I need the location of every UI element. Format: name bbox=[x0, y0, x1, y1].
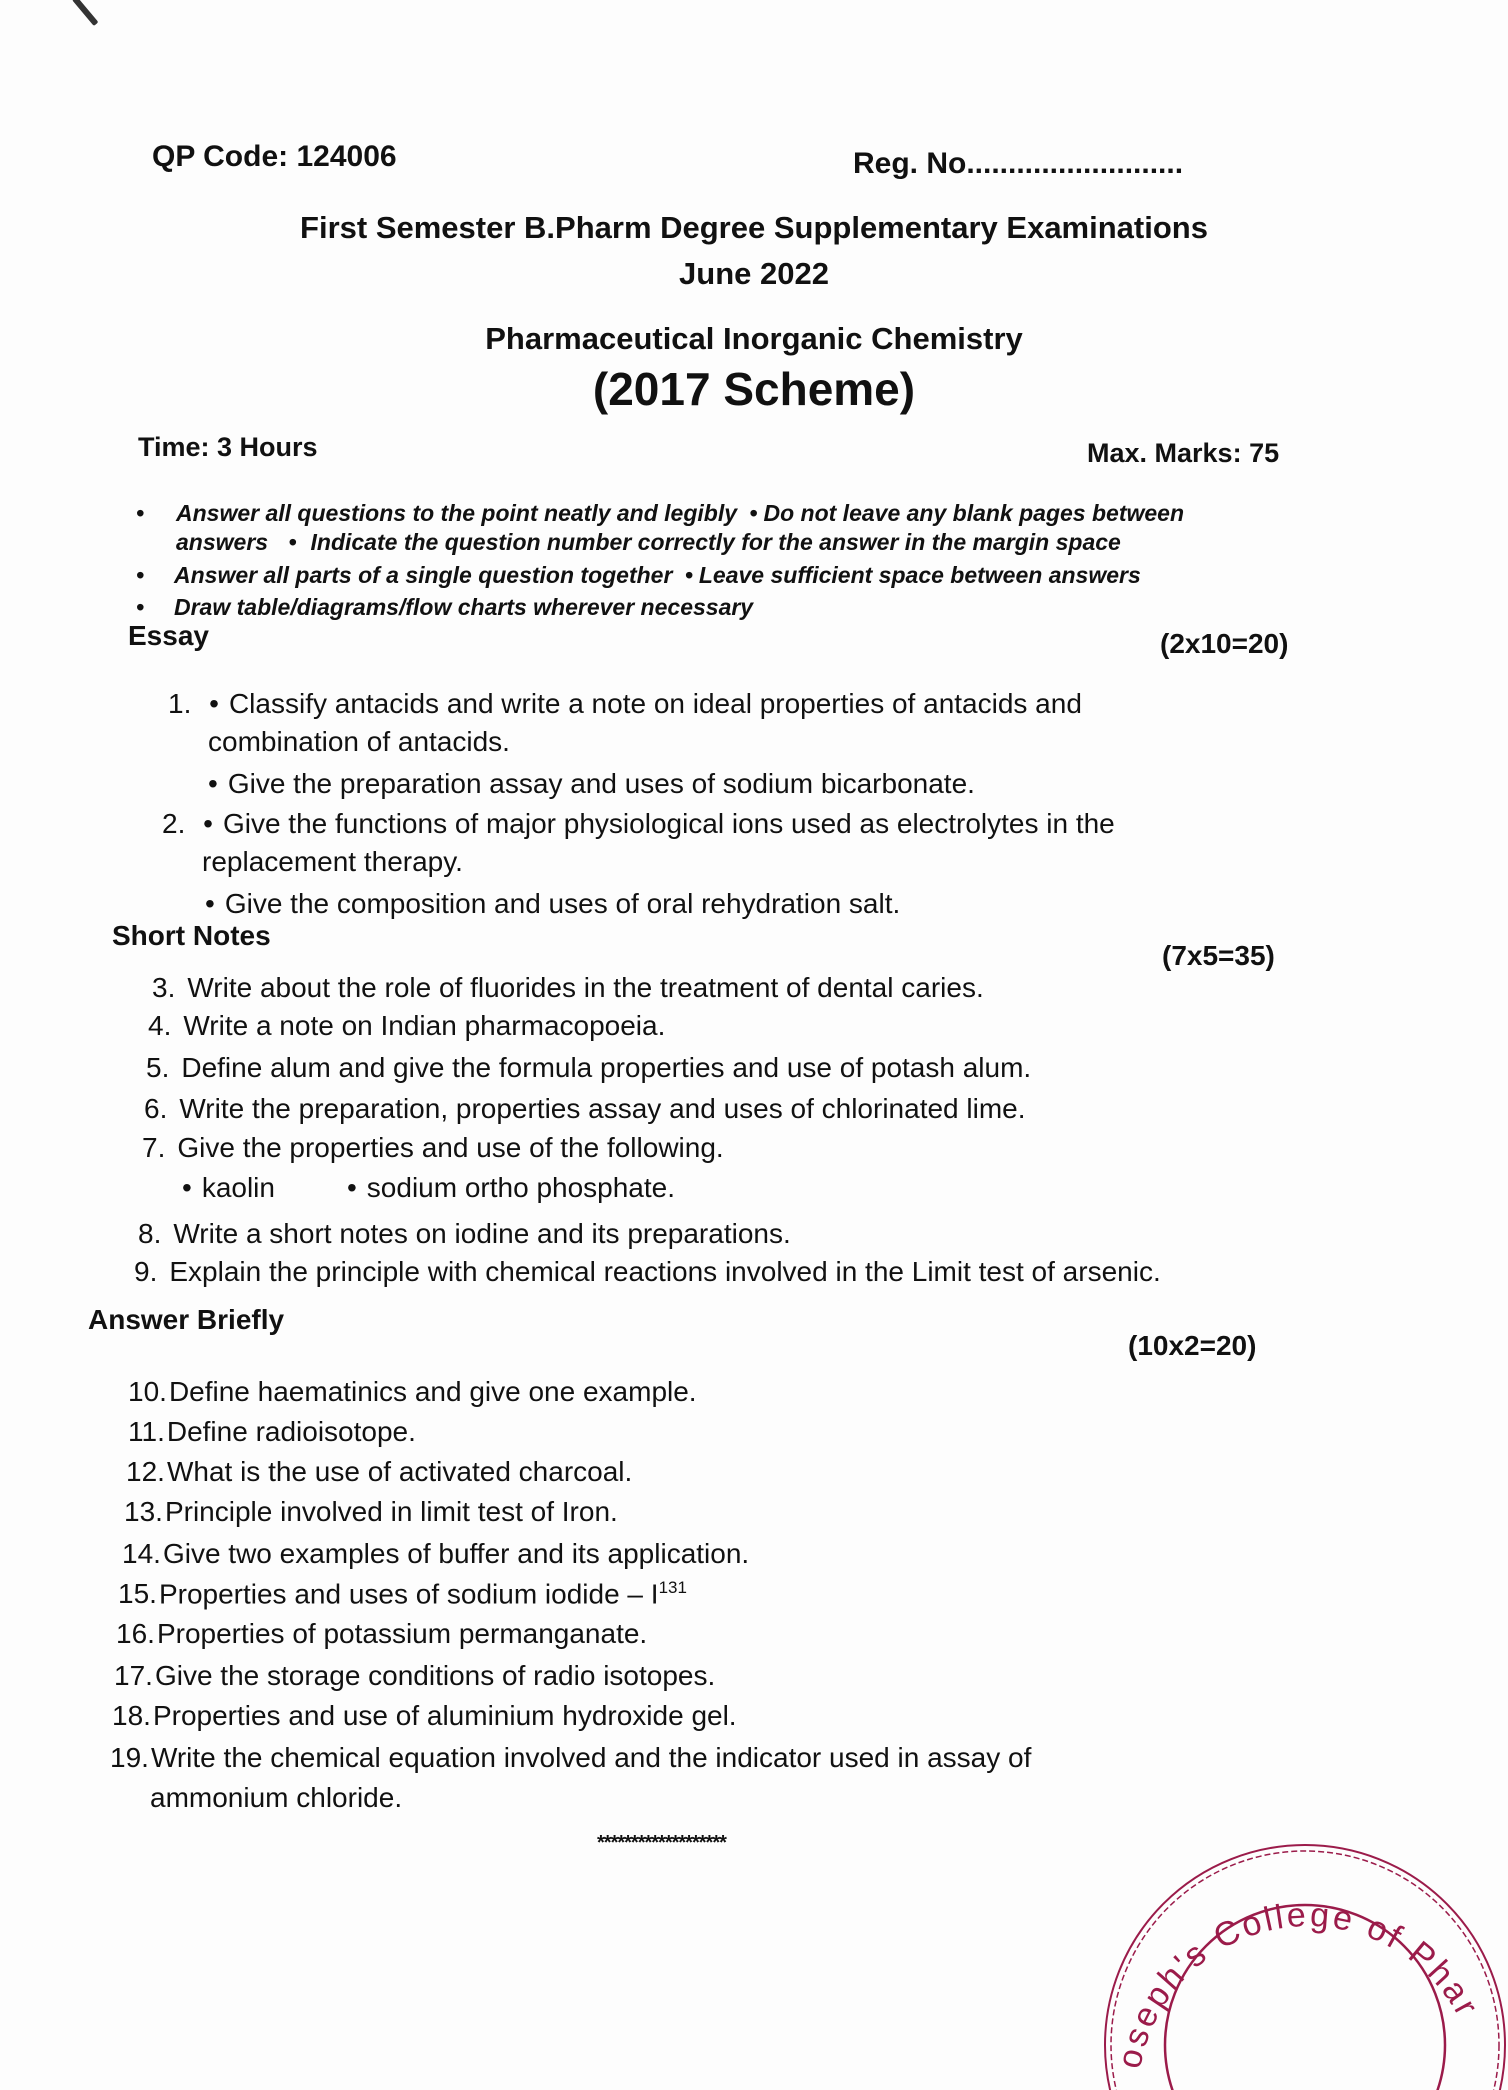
question-number: 19. bbox=[110, 1742, 149, 1773]
question-number: 5. bbox=[146, 1052, 170, 1083]
section-title-short-notes: Short Notes bbox=[112, 920, 271, 951]
question-number: 10. bbox=[128, 1376, 167, 1407]
question-text: Define haematinics and give one example. bbox=[168, 1376, 697, 1407]
instruction-text: Do not leave any blank pages between bbox=[763, 500, 1184, 526]
instruction-text: Leave sufficient space between answers bbox=[698, 562, 1141, 588]
question-5 bbox=[146, 1052, 1031, 1084]
bullet-icon: • bbox=[203, 808, 213, 839]
question-text-continued: ammonium chloride. bbox=[150, 1782, 403, 1813]
question-11 bbox=[128, 1416, 416, 1448]
bullet-icon: • bbox=[205, 888, 215, 919]
question-text: Define alum and give the formula properties and use of potash alum. bbox=[181, 1052, 1032, 1083]
question-text: Give the functions of major physiological ions used as electrolytes in the bbox=[222, 808, 1115, 839]
bullet-icon: • bbox=[288, 529, 297, 555]
question-number: 4. bbox=[148, 1010, 172, 1041]
section-title-essay: Essay bbox=[128, 620, 209, 651]
instruction-text: Draw table/diagrams/flow charts wherever necessary bbox=[174, 594, 754, 620]
question-number: 12. bbox=[126, 1456, 165, 1487]
superscript: 131 bbox=[658, 1578, 687, 1597]
question-text: Write about the role of fluorides in the treatment of dental caries. bbox=[187, 972, 984, 1003]
bullet-icon: • bbox=[136, 562, 145, 588]
question-number: 7. bbox=[142, 1132, 166, 1163]
instruction-text: Answer all parts of a single question together bbox=[174, 562, 673, 588]
question-18 bbox=[112, 1700, 737, 1732]
bullet-icon: • bbox=[208, 768, 218, 799]
question-9 bbox=[134, 1256, 1161, 1288]
question-3 bbox=[152, 972, 984, 1004]
question-number: 15. bbox=[118, 1578, 157, 1610]
question-text: Principle involved in limit test of Iron. bbox=[164, 1496, 618, 1527]
question-number: 8. bbox=[138, 1218, 162, 1249]
instruction-line bbox=[136, 594, 753, 621]
question-1 bbox=[168, 688, 1082, 720]
question-text: Give the preparation assay and uses of sodium bicarbonate. bbox=[227, 768, 975, 799]
bullet-icon: • bbox=[136, 500, 145, 526]
instruction-text: answers bbox=[176, 529, 269, 555]
question-19 bbox=[110, 1742, 1031, 1774]
question-10 bbox=[128, 1376, 697, 1408]
stamp-text: oseph's College of Phar bbox=[1110, 1895, 1487, 2072]
question-13 bbox=[124, 1496, 618, 1528]
question-number: 2. bbox=[162, 808, 186, 839]
max-marks: Max. Marks: 75 bbox=[1087, 438, 1280, 468]
bullet-icon: • bbox=[182, 1172, 192, 1203]
instruction-line bbox=[136, 500, 1184, 527]
exam-title: First Semester B.Pharm Degree Supplementary Examinations bbox=[300, 210, 1208, 245]
question-14 bbox=[122, 1538, 749, 1570]
question-text: Give two examples of buffer and its application. bbox=[162, 1538, 750, 1569]
question-number: 14. bbox=[122, 1538, 161, 1569]
question-12 bbox=[126, 1456, 632, 1488]
bullet-icon: • bbox=[346, 1172, 357, 1203]
question-text: What is the use of activated charcoal. bbox=[166, 1456, 633, 1487]
question-text: Explain the principle with chemical reactions involved in the Limit test of arsenic. bbox=[169, 1256, 1161, 1287]
time-allowed: Time: 3 Hours bbox=[138, 432, 318, 462]
instruction-line bbox=[136, 562, 1141, 589]
question-2 bbox=[162, 808, 1115, 840]
section-title-answer-briefly: Answer Briefly bbox=[88, 1304, 285, 1335]
question-number: 3. bbox=[152, 972, 176, 1003]
question-number: 11. bbox=[128, 1416, 165, 1447]
subject-title: Pharmaceutical Inorganic Chemistry bbox=[485, 321, 1023, 356]
section-marks-essay: (2x10=20) bbox=[1160, 628, 1289, 659]
question-number: 13. bbox=[124, 1496, 163, 1527]
question-text: Properties and use of aluminium hydroxide gel. bbox=[152, 1700, 737, 1731]
question-text: Properties of potassium permanganate. bbox=[156, 1618, 648, 1649]
scheme-title: (2017 Scheme) bbox=[592, 363, 916, 415]
question-15 bbox=[118, 1578, 687, 1610]
question-number: 17. bbox=[114, 1660, 153, 1691]
question-7 bbox=[142, 1132, 724, 1164]
question-number: 18. bbox=[112, 1700, 151, 1731]
bullet-icon: • bbox=[684, 562, 693, 588]
question-17 bbox=[114, 1660, 715, 1692]
end-marker: ******************* bbox=[597, 1832, 726, 1854]
question-text: Properties and uses of sodium iodide – I bbox=[158, 1578, 659, 1610]
question-number: 16. bbox=[116, 1618, 155, 1649]
question-text: Write a short notes on iodine and its preparations. bbox=[173, 1218, 791, 1249]
college-stamp bbox=[1100, 1770, 1508, 2090]
question-text: combination of antacids. bbox=[208, 726, 510, 757]
question-number: 1. bbox=[168, 688, 192, 719]
pen-mark bbox=[72, 0, 98, 26]
section-marks-answer-briefly: (10x2=20) bbox=[1128, 1330, 1257, 1361]
question-4 bbox=[148, 1010, 665, 1042]
exam-date: June 2022 bbox=[679, 256, 829, 291]
question-number: 6. bbox=[144, 1093, 168, 1124]
reg-no-field: Reg. No.......................... bbox=[853, 147, 1184, 180]
instruction-text: Indicate the question number correctly for the answer in the margin space bbox=[310, 529, 1121, 555]
question-text: replacement therapy. bbox=[202, 846, 463, 877]
section-marks-short-notes: (7x5=35) bbox=[1162, 940, 1275, 971]
question-part bbox=[208, 768, 975, 800]
bullet-icon: • bbox=[209, 688, 219, 719]
question-text: Give the properties and use of the following. bbox=[177, 1132, 724, 1163]
bullet-icon: • bbox=[749, 500, 758, 526]
question-text: Classify antacids and write a note on ideal properties of antacids and bbox=[228, 688, 1082, 719]
sub-items bbox=[182, 1172, 675, 1204]
qp-code: QP Code: 124006 bbox=[152, 140, 397, 173]
question-16 bbox=[116, 1618, 647, 1650]
question-8 bbox=[138, 1218, 791, 1250]
instruction-text: Answer all questions to the point neatly and legibly bbox=[176, 500, 738, 526]
bullet-icon: • bbox=[136, 594, 145, 620]
question-text: Define radioisotope. bbox=[166, 1416, 416, 1447]
question-text: Write the preparation, properties assay and uses of chlorinated lime. bbox=[179, 1093, 1026, 1124]
instruction-line bbox=[176, 529, 1121, 556]
question-text: Write a note on Indian pharmacopoeia. bbox=[183, 1010, 666, 1041]
question-part bbox=[205, 888, 900, 920]
question-text: Give the composition and uses of oral rehydration salt. bbox=[224, 888, 901, 919]
question-number: 9. bbox=[134, 1256, 158, 1287]
question-6 bbox=[144, 1093, 1026, 1125]
sub-item: sodium ortho phosphate. bbox=[366, 1172, 676, 1203]
sub-item: kaolin bbox=[201, 1172, 275, 1203]
question-text: Give the storage conditions of radio isotopes. bbox=[154, 1660, 716, 1691]
question-text: Write the chemical equation involved and the indicator used in assay of bbox=[150, 1742, 1032, 1773]
